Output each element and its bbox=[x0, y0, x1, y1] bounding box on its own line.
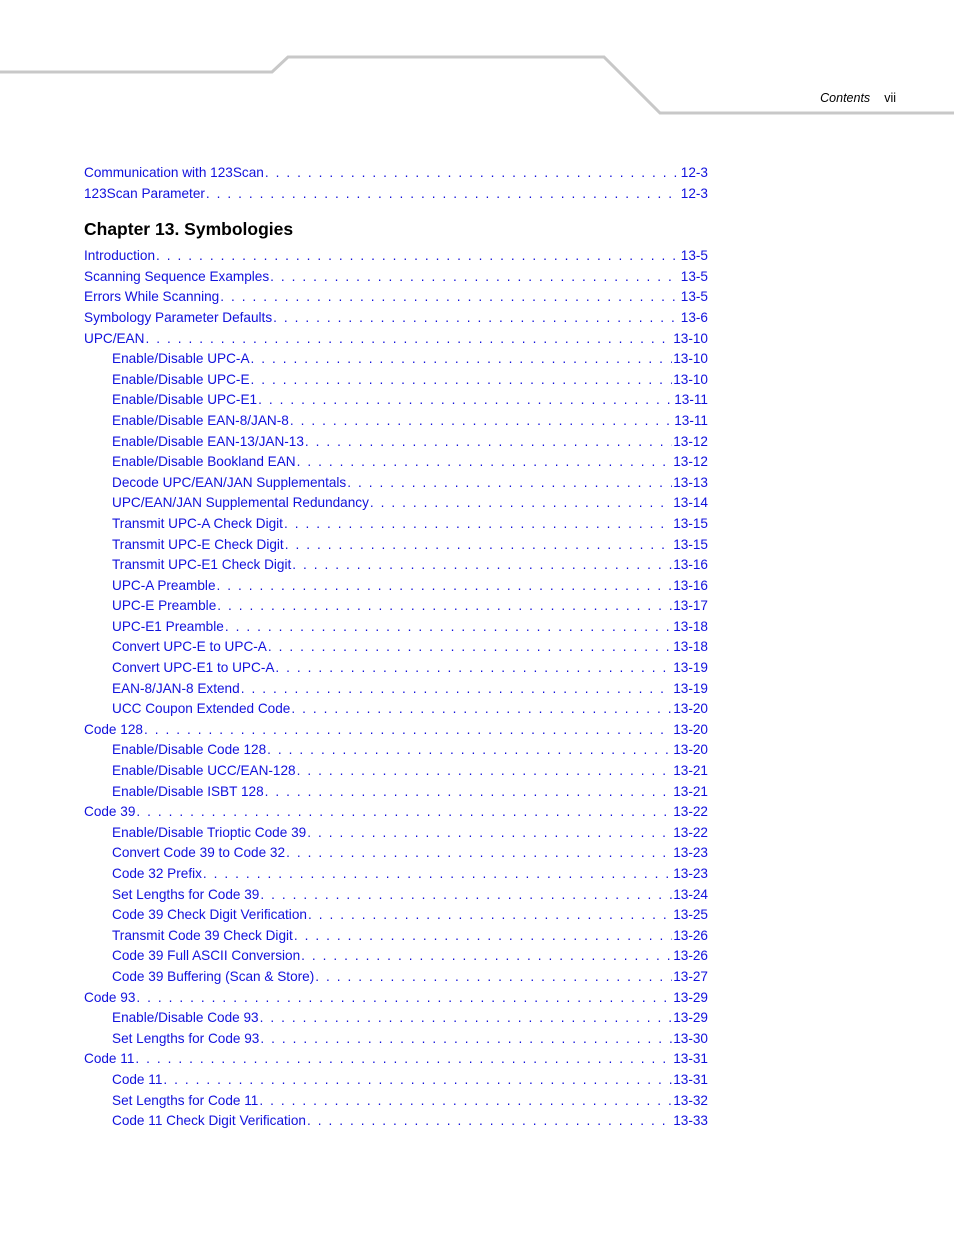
toc-entry-title[interactable]: Errors While Scanning bbox=[84, 289, 220, 305]
toc-entry-page[interactable]: 13-5 bbox=[680, 248, 708, 264]
toc-entry-title[interactable]: UPC/EAN bbox=[84, 330, 145, 346]
toc-entry-title[interactable]: Convert UPC-E to UPC-A bbox=[112, 639, 267, 655]
toc-entry-title[interactable]: Transmit Code 39 Check Digit bbox=[112, 927, 293, 943]
chapter-heading: Chapter 13. Symbologies bbox=[84, 219, 294, 240]
toc-entry[interactable] bbox=[84, 988, 708, 1009]
toc-entry-page[interactable]: 13-23 bbox=[673, 866, 708, 881]
toc-dot-leader bbox=[136, 802, 672, 823]
toc-dot-leader bbox=[225, 617, 672, 638]
toc-dot-leader bbox=[265, 163, 680, 184]
toc-entry-page[interactable]: 13-14 bbox=[673, 495, 708, 511]
toc-entry[interactable] bbox=[84, 473, 708, 494]
header-frame-line bbox=[0, 57, 954, 113]
toc-entry[interactable] bbox=[84, 267, 708, 288]
toc-entry-page[interactable]: 13-19 bbox=[673, 680, 708, 696]
toc-entry-page[interactable]: 13-22 bbox=[673, 804, 708, 820]
toc-entry-page[interactable]: 12-3 bbox=[680, 165, 708, 180]
toc-entry[interactable] bbox=[84, 967, 708, 988]
toc-entry-page[interactable]: 13-31 bbox=[673, 1051, 708, 1067]
toc-entry-page[interactable]: 13-10 bbox=[673, 351, 708, 367]
toc-entry[interactable] bbox=[84, 864, 708, 885]
toc-dot-leader bbox=[284, 514, 672, 535]
toc-entry-page[interactable]: 13-15 bbox=[673, 515, 708, 531]
toc-entry-page[interactable]: 13-26 bbox=[673, 927, 708, 943]
running-head bbox=[820, 91, 896, 105]
toc-entry-title[interactable]: Code 11 bbox=[112, 1071, 163, 1087]
toc-entry[interactable] bbox=[84, 163, 708, 184]
toc-entry[interactable] bbox=[84, 535, 708, 556]
toc-entry-page[interactable]: 13-20 bbox=[673, 742, 708, 758]
page-number: vii bbox=[884, 91, 896, 105]
toc-entry-title[interactable]: Symbology Parameter Defaults bbox=[84, 309, 273, 325]
toc-entry-title[interactable]: Convert Code 39 to Code 32 bbox=[112, 845, 286, 861]
toc-entry[interactable] bbox=[84, 452, 708, 473]
toc-entry[interactable] bbox=[84, 926, 708, 947]
toc-entry[interactable] bbox=[84, 246, 708, 267]
page-header-frame bbox=[0, 0, 954, 120]
toc-entry[interactable] bbox=[84, 658, 708, 679]
toc-dot-leader bbox=[220, 287, 680, 308]
toc-dot-leader bbox=[267, 740, 672, 761]
toc-entry[interactable] bbox=[84, 699, 708, 720]
toc-entry-title[interactable]: UPC-E Preamble bbox=[112, 598, 217, 614]
toc-dot-leader bbox=[217, 576, 673, 597]
toc-dot-leader bbox=[251, 370, 673, 391]
toc-entry[interactable] bbox=[84, 637, 708, 658]
toc-entry[interactable] bbox=[84, 555, 708, 576]
toc-entry-title[interactable]: Enable/Disable EAN-8/JAN-8 bbox=[112, 412, 289, 428]
toc-entry-page[interactable]: 13-21 bbox=[673, 763, 708, 779]
toc-entry-page[interactable]: 13-20 bbox=[673, 721, 708, 737]
toc-dot-leader bbox=[260, 1008, 673, 1029]
toc-entry[interactable] bbox=[84, 802, 708, 823]
toc-entry-title[interactable]: Enable/Disable Bookland EAN bbox=[112, 454, 296, 470]
toc-entry-title[interactable]: Enable/Disable UPC-E1 bbox=[112, 392, 258, 408]
toc-entry-page[interactable]: 13-33 bbox=[673, 1113, 708, 1129]
toc-entry-title[interactable]: Set Lengths for Code 11 bbox=[112, 1092, 259, 1108]
toc-entry-page[interactable]: 13-11 bbox=[674, 412, 708, 428]
toc-dot-leader bbox=[286, 843, 672, 864]
toc-dot-leader bbox=[285, 535, 673, 556]
toc-dot-leader bbox=[265, 782, 673, 803]
toc-entry-title[interactable]: UPC/EAN/JAN Supplemental Redundancy bbox=[112, 495, 369, 511]
toc-entry[interactable] bbox=[84, 740, 708, 761]
table-of-contents bbox=[84, 163, 708, 1132]
toc-dot-leader bbox=[307, 1111, 672, 1132]
toc-entry-page[interactable]: 13-10 bbox=[673, 371, 708, 387]
toc-entry[interactable] bbox=[84, 329, 708, 350]
toc-entry[interactable] bbox=[84, 720, 708, 741]
toc-entry-page[interactable]: 13-5 bbox=[680, 268, 708, 284]
toc-dot-leader bbox=[206, 184, 680, 205]
toc-dot-leader bbox=[270, 267, 680, 288]
toc-dot-leader bbox=[297, 761, 673, 782]
toc-entry[interactable] bbox=[84, 946, 708, 967]
toc-dot-leader bbox=[145, 329, 672, 350]
toc-dot-leader bbox=[308, 905, 672, 926]
toc-entry-title[interactable]: Set Lengths for Code 39 bbox=[112, 886, 260, 902]
toc-entry-page[interactable]: 13-32 bbox=[673, 1092, 708, 1108]
toc-entry-title[interactable]: UPC-E1 Preamble bbox=[112, 618, 224, 634]
toc-dot-leader bbox=[136, 988, 672, 1009]
toc-entry-title[interactable]: Enable/Disable UCC/EAN-128 bbox=[112, 763, 296, 779]
toc-dot-leader bbox=[370, 493, 672, 514]
toc-entry-title[interactable]: Enable/Disable UPC-A bbox=[112, 351, 250, 367]
toc-dot-leader bbox=[268, 637, 672, 658]
toc-entry-title[interactable]: Enable/Disable ISBT 128 bbox=[112, 783, 264, 799]
toc-entry-page[interactable]: 13-16 bbox=[673, 557, 708, 573]
toc-dot-leader bbox=[260, 1029, 672, 1050]
toc-entry-page[interactable]: 13-30 bbox=[673, 1030, 708, 1046]
toc-entry[interactable] bbox=[84, 885, 708, 906]
toc-entry-page[interactable]: 13-10 bbox=[673, 330, 708, 346]
toc-entry-page[interactable]: 13-18 bbox=[673, 618, 708, 634]
toc-entry-title[interactable]: Scanning Sequence Examples bbox=[84, 268, 270, 284]
toc-entry[interactable] bbox=[84, 184, 708, 205]
toc-entry-title[interactable]: Code 128 bbox=[84, 721, 143, 737]
toc-entry[interactable] bbox=[84, 905, 708, 926]
toc-entry-title[interactable]: Transmit UPC-E1 Check Digit bbox=[112, 557, 292, 573]
toc-entry-page[interactable]: 13-23 bbox=[673, 845, 708, 861]
toc-entry-title[interactable]: Enable/Disable Code 128 bbox=[112, 742, 267, 758]
toc-entry-page[interactable]: 13-13 bbox=[673, 474, 708, 490]
toc-entry-title[interactable]: Code 11 Check Digit Verification bbox=[112, 1113, 306, 1129]
toc-entry-page[interactable]: 13-21 bbox=[673, 783, 708, 799]
toc-entry-page[interactable]: 13-15 bbox=[673, 536, 708, 552]
toc-entry-page[interactable]: 13-22 bbox=[673, 824, 708, 840]
toc-entry[interactable] bbox=[84, 576, 708, 597]
toc-entry[interactable] bbox=[84, 493, 708, 514]
toc-dot-leader bbox=[163, 1070, 672, 1091]
toc-entry-page[interactable]: 13-26 bbox=[673, 948, 708, 964]
toc-entry[interactable] bbox=[84, 514, 708, 535]
toc-entry[interactable] bbox=[84, 390, 708, 411]
toc-dot-leader bbox=[241, 679, 673, 700]
toc-entry[interactable] bbox=[84, 432, 708, 453]
toc-entry[interactable] bbox=[84, 308, 708, 329]
toc-dot-leader bbox=[291, 699, 672, 720]
toc-dot-leader bbox=[275, 658, 672, 679]
toc-entry-page[interactable]: 13-27 bbox=[673, 968, 708, 984]
toc-entry[interactable] bbox=[84, 617, 708, 638]
toc-pre-list bbox=[84, 163, 708, 204]
toc-dot-leader bbox=[135, 1049, 672, 1070]
toc-entry-page[interactable]: 13-12 bbox=[673, 454, 708, 470]
toc-entry[interactable] bbox=[84, 782, 708, 803]
toc-entry-title[interactable]: Enable/Disable Code 93 bbox=[112, 1010, 259, 1026]
section-name: Contents bbox=[820, 91, 871, 105]
toc-dot-leader bbox=[292, 555, 672, 576]
toc-entry-page[interactable]: 13-19 bbox=[673, 660, 708, 676]
toc-entry[interactable] bbox=[84, 411, 708, 432]
toc-entry[interactable] bbox=[84, 679, 708, 700]
toc-entry[interactable] bbox=[84, 1008, 708, 1029]
toc-entry-page[interactable]: 13-31 bbox=[673, 1071, 708, 1087]
toc-entry[interactable] bbox=[84, 349, 708, 370]
toc-dot-leader bbox=[294, 926, 672, 947]
toc-dot-leader bbox=[301, 946, 672, 967]
toc-entry-title[interactable]: UPC-A Preamble bbox=[112, 577, 216, 593]
toc-entry-page[interactable]: 13-25 bbox=[673, 907, 708, 923]
toc-dot-leader bbox=[307, 823, 672, 844]
toc-dot-leader bbox=[315, 967, 672, 988]
toc-entry-page[interactable]: 13-24 bbox=[673, 886, 708, 902]
toc-entry-title[interactable]: 123Scan Parameter bbox=[84, 185, 205, 201]
toc-entry-title[interactable]: Code 11 bbox=[84, 1051, 135, 1067]
toc-entry-title[interactable]: Code 93 bbox=[84, 989, 136, 1005]
toc-dot-leader bbox=[203, 864, 672, 885]
toc-entry-title[interactable]: Code 39 Full ASCII Conversion bbox=[112, 948, 301, 964]
toc-entry-title[interactable]: Code 39 bbox=[84, 804, 136, 820]
toc-entry[interactable] bbox=[84, 370, 708, 391]
toc-entry-title[interactable]: Transmit UPC-A Check Digit bbox=[112, 515, 283, 531]
toc-entry-title[interactable]: Enable/Disable UPC-E bbox=[112, 371, 250, 387]
toc-dot-leader bbox=[259, 1091, 672, 1112]
toc-entry-list bbox=[84, 246, 708, 1132]
toc-entry-page[interactable]: 13-17 bbox=[673, 598, 708, 614]
toc-dot-leader bbox=[260, 885, 672, 906]
toc-dot-leader bbox=[156, 246, 680, 267]
toc-entry[interactable] bbox=[84, 1091, 708, 1112]
toc-entry-page[interactable]: 13-20 bbox=[673, 701, 708, 717]
toc-entry-title[interactable]: Decode UPC/EAN/JAN Supplementals bbox=[112, 474, 347, 490]
toc-entry-page[interactable]: 13-5 bbox=[680, 289, 708, 305]
toc-entry[interactable] bbox=[84, 843, 708, 864]
toc-entry-title[interactable]: Enable/Disable Trioptic Code 39 bbox=[112, 824, 307, 840]
toc-dot-leader bbox=[297, 452, 673, 473]
toc-entry-page[interactable]: 12-3 bbox=[680, 185, 708, 201]
toc-entry-title[interactable]: Convert UPC-E1 to UPC-A bbox=[112, 660, 275, 676]
toc-entry-title[interactable]: Code 39 Check Digit Verification bbox=[112, 907, 307, 923]
toc-entry[interactable] bbox=[84, 596, 708, 617]
toc-entry-title[interactable]: Enable/Disable EAN-13/JAN-13 bbox=[112, 433, 304, 449]
toc-entry-page[interactable]: 13-16 bbox=[673, 577, 708, 593]
toc-entry-title[interactable]: Transmit UPC-E Check Digit bbox=[112, 536, 284, 552]
toc-dot-leader bbox=[217, 596, 672, 617]
toc-entry-page[interactable]: 13-6 bbox=[680, 309, 708, 325]
toc-entry[interactable] bbox=[84, 1049, 708, 1070]
toc-dot-leader bbox=[290, 411, 673, 432]
toc-dot-leader bbox=[144, 720, 672, 741]
toc-entry-page[interactable]: 13-29 bbox=[673, 989, 708, 1005]
toc-entry-page[interactable]: 13-12 bbox=[673, 433, 708, 449]
toc-entry-page[interactable]: 13-11 bbox=[674, 392, 708, 408]
toc-entry-title[interactable]: Communication with 123Scan bbox=[84, 165, 264, 180]
toc-entry-title[interactable]: Code 32 Prefix bbox=[112, 866, 202, 881]
toc-entry[interactable] bbox=[84, 761, 708, 782]
toc-entry-title[interactable]: Code 39 Buffering (Scan & Store) bbox=[112, 968, 315, 984]
toc-entry-title[interactable]: UCC Coupon Extended Code bbox=[112, 701, 291, 717]
toc-dot-leader bbox=[273, 308, 680, 329]
toc-dot-leader bbox=[347, 473, 672, 494]
toc-dot-leader bbox=[251, 349, 673, 370]
toc-entry[interactable] bbox=[84, 287, 708, 308]
toc-entry[interactable] bbox=[84, 1111, 708, 1132]
toc-entry-title[interactable]: Introduction bbox=[84, 248, 156, 264]
toc-entry[interactable] bbox=[84, 1070, 708, 1091]
toc-entry-page[interactable]: 13-18 bbox=[673, 639, 708, 655]
toc-dot-leader bbox=[258, 390, 673, 411]
toc-entry-title[interactable]: EAN-8/JAN-8 Extend bbox=[112, 680, 240, 696]
toc-entry-title[interactable]: Set Lengths for Code 93 bbox=[112, 1030, 260, 1046]
toc-entry[interactable] bbox=[84, 823, 708, 844]
toc-entry-page[interactable]: 13-29 bbox=[673, 1010, 708, 1026]
toc-entry[interactable] bbox=[84, 1029, 708, 1050]
toc-dot-leader bbox=[305, 432, 672, 453]
